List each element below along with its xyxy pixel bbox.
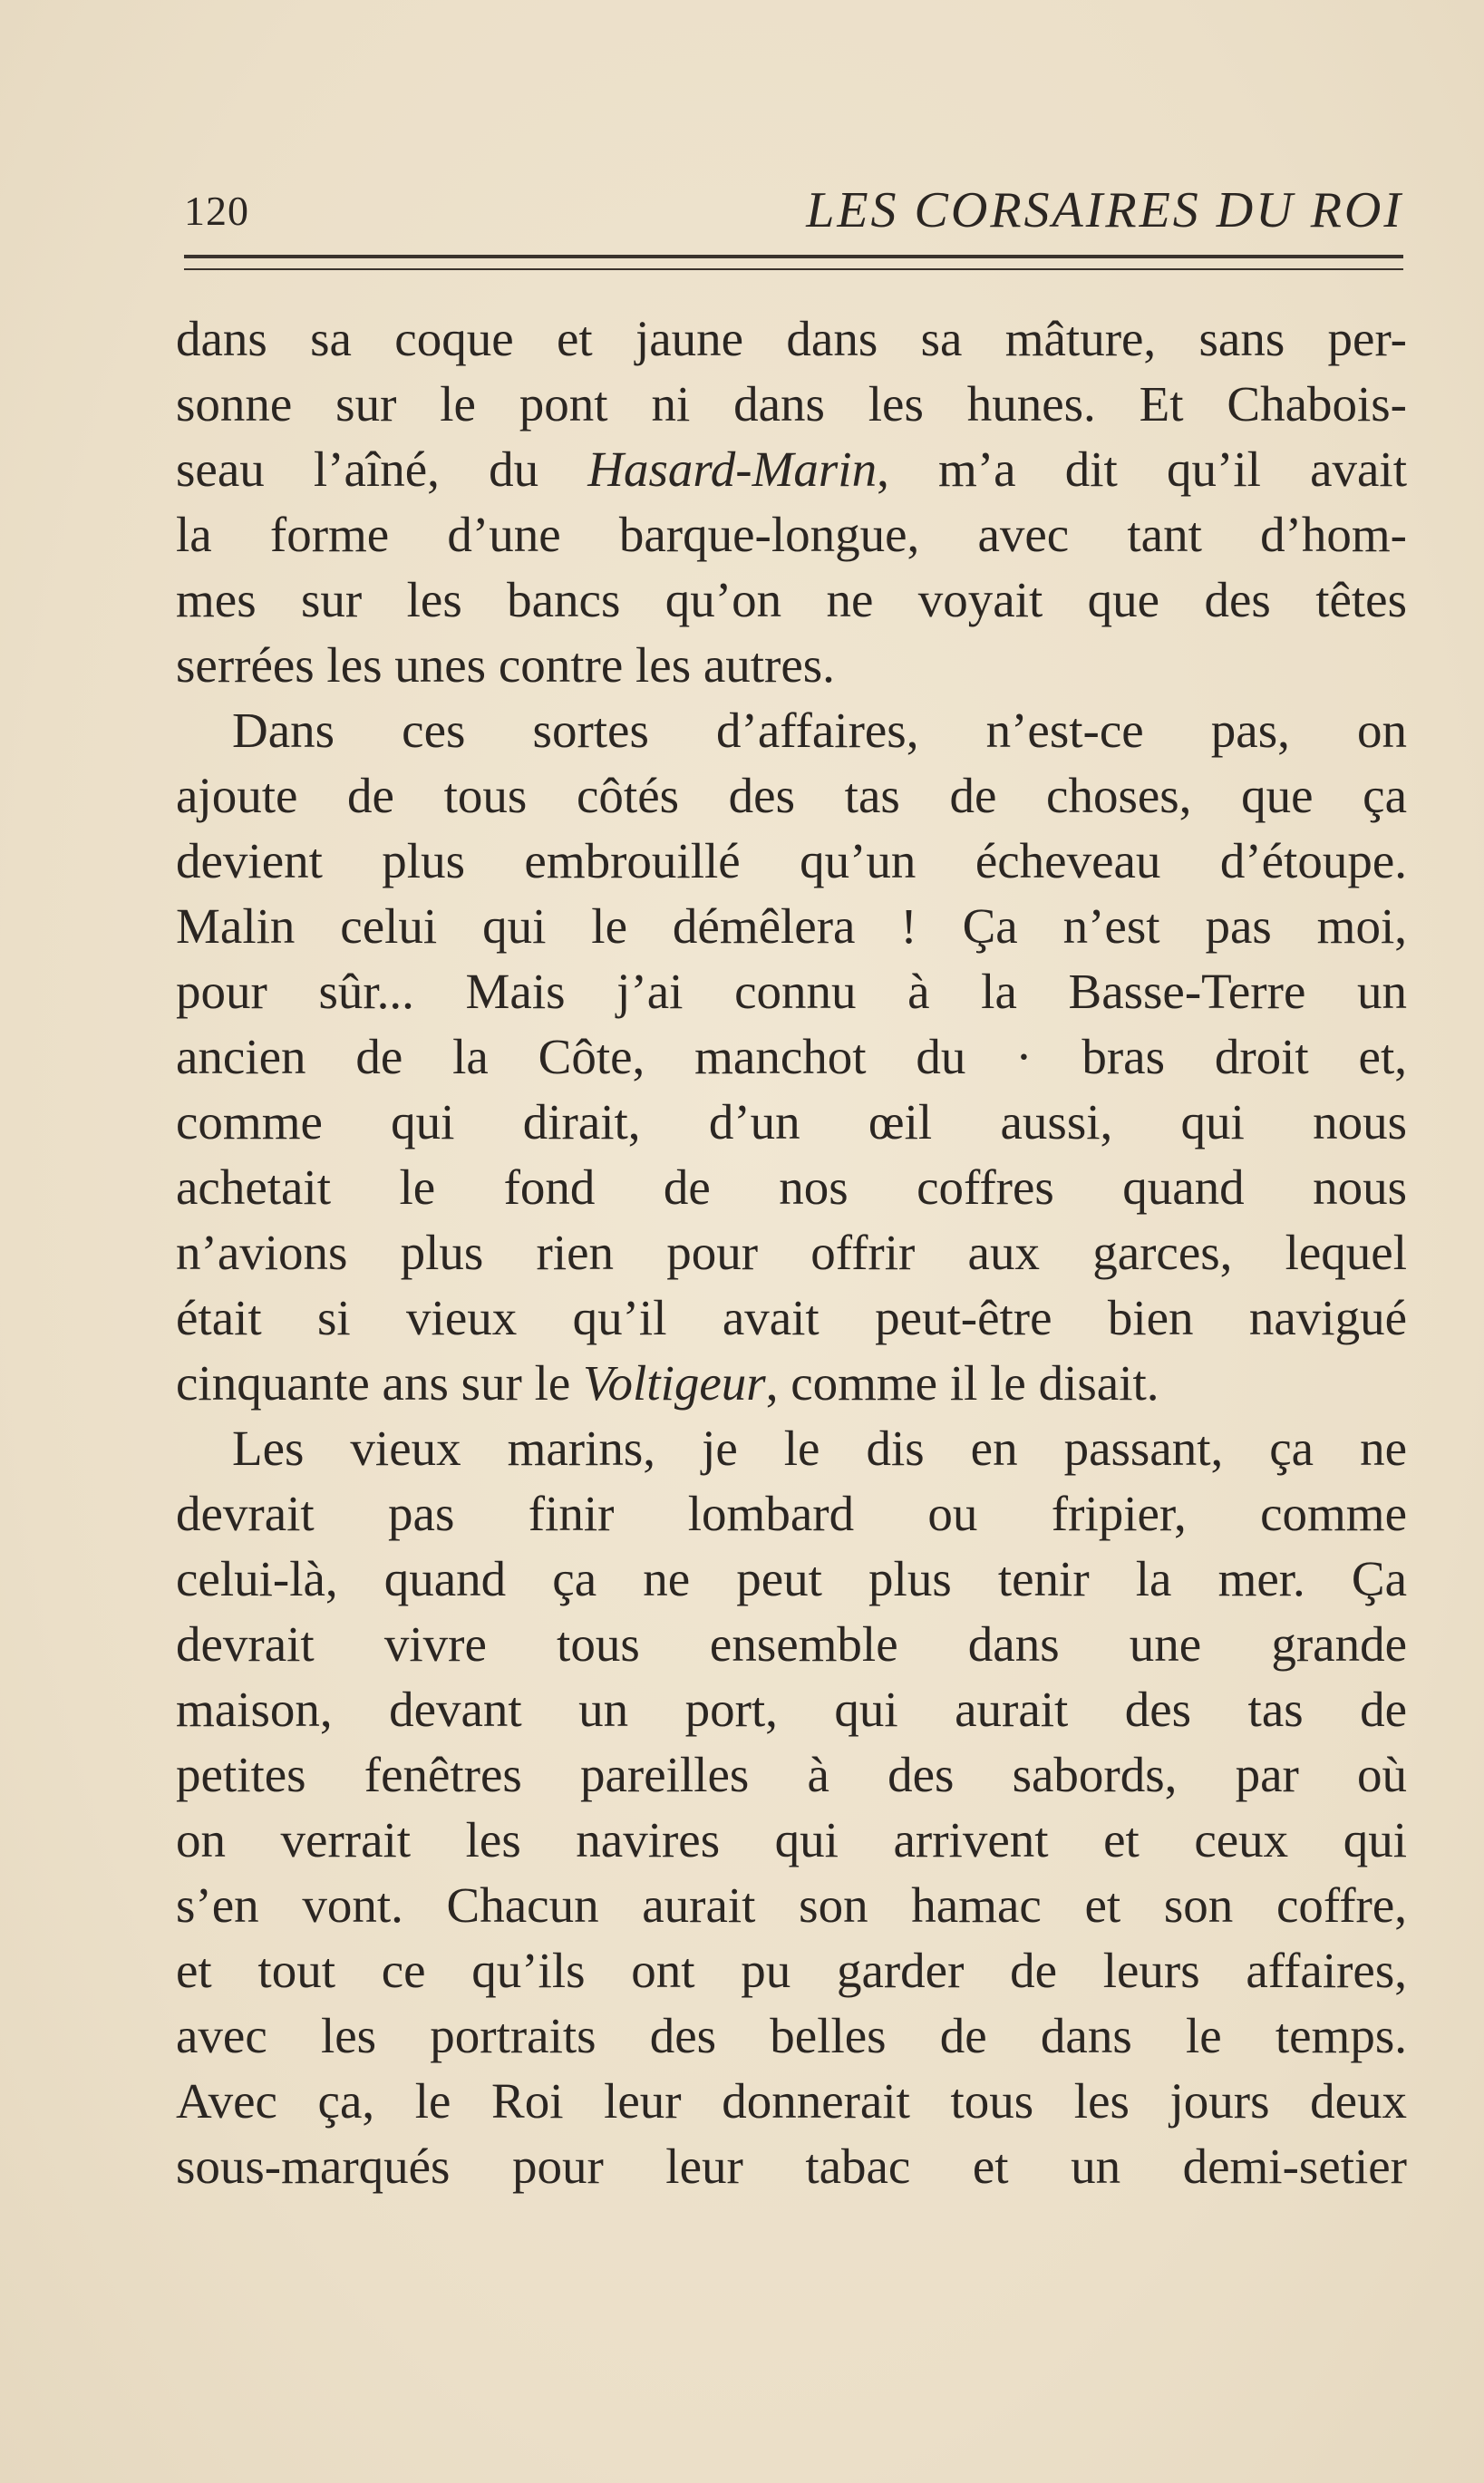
text-line: achetait le fond de nos coffres quand nous bbox=[176, 1159, 1407, 1215]
ship-name-italic: Voltigeur bbox=[583, 1355, 766, 1411]
text-line: mes sur les bancs qu’on ne voyait que des têtes bbox=[176, 572, 1407, 627]
text-line: serrées les unes contre les autres. bbox=[176, 637, 835, 693]
text-line: était si vieux qu’il avait peut-être bien navigué bbox=[176, 1290, 1407, 1345]
text-line: maison, devant un port, qui aurait des tas de bbox=[176, 1682, 1407, 1737]
text-line: Dans ces sortes d’affaires, n’est-ce pas, on bbox=[232, 703, 1407, 758]
text-line: ajoute de tous côtés des tas de choses, que ça bbox=[176, 768, 1407, 823]
running-title: LES CORSAIRES DU ROI bbox=[806, 182, 1403, 238]
text-line: Malin celui qui le démêlera ! Ça n’est pas moi, bbox=[176, 898, 1407, 954]
text-line: la forme d’une barque-longue, avec tant d’hom- bbox=[176, 507, 1407, 562]
text-span: seau l’aîné, du bbox=[176, 441, 588, 497]
text-span: cinquante ans sur le bbox=[176, 1355, 584, 1411]
text-line: petites fenêtres pareilles à des sabords, par où bbox=[176, 1747, 1407, 1802]
text-line: s’en vont. Chacun aurait son hamac et son coffre, bbox=[176, 1877, 1407, 1933]
text-line: Avec ça, le Roi leur donnerait tous les jours deux bbox=[176, 2073, 1407, 2129]
text-line: devrait vivre tous ensemble dans une grande bbox=[176, 1616, 1407, 1672]
text-line: sous-marqués pour leur tabac et un demi-setier bbox=[176, 2139, 1407, 2194]
text-line bbox=[176, 437, 1407, 502]
text-line: comme qui dirait, d’un œil aussi, qui nous bbox=[176, 1094, 1407, 1149]
text-line: sonne sur le pont ni dans les hunes. Et Chabois- bbox=[176, 376, 1407, 432]
text-span: , m’a dit qu’il avait bbox=[877, 441, 1407, 497]
text-line: on verrait les navires qui arrivent et ceux qui bbox=[176, 1812, 1407, 1867]
text-line: ancien de la Côte, manchot du · bras droit et, bbox=[176, 1029, 1407, 1084]
text-line: pour sûr... Mais j’ai connu à la Basse-Terre un bbox=[176, 964, 1407, 1019]
page-number: 120 bbox=[184, 188, 249, 234]
running-header bbox=[184, 181, 1403, 239]
text-line: avec les portraits des belles de dans le temps. bbox=[176, 2008, 1407, 2063]
text-line: devient plus embrouillé qu’un écheveau d’étoupe. bbox=[176, 833, 1407, 888]
text-line bbox=[176, 1351, 1407, 1416]
header-rule-thick bbox=[184, 255, 1403, 258]
text-line: dans sa coque et jaune dans sa mâture, sans per- bbox=[176, 311, 1407, 366]
header-rule-thin bbox=[184, 268, 1403, 270]
body-text bbox=[176, 306, 1407, 2199]
text-line: celui-là, quand ça ne peut plus tenir la mer. Ça bbox=[176, 1551, 1407, 1606]
text-line: Les vieux marins, je le dis en passant, ça ne bbox=[232, 1421, 1407, 1476]
text-line: et tout ce qu’ils ont pu garder de leurs affaires, bbox=[176, 1943, 1407, 1998]
ship-name-italic: Hasard-Marin bbox=[587, 441, 878, 497]
text-line: devrait pas finir lombard ou fripier, comme bbox=[176, 1486, 1407, 1541]
text-line: n’avions plus rien pour offrir aux garces, lequel bbox=[176, 1225, 1407, 1280]
text-span: , comme il le disait. bbox=[765, 1355, 1159, 1411]
